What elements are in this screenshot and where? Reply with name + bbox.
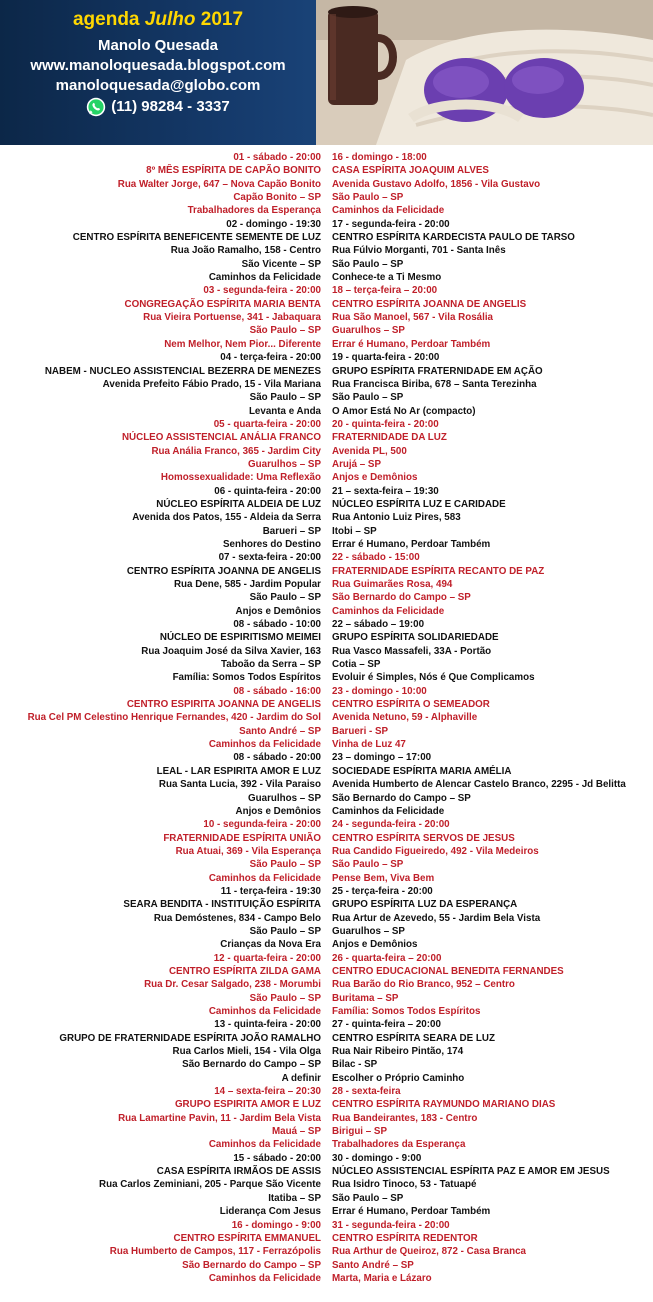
event-row (0, 898, 653, 911)
event-row (0, 551, 653, 564)
right-event-line: São Paulo – SP (332, 859, 404, 871)
left-event-line: 08 - sábado - 20:00 (233, 752, 321, 764)
right-event-line: SOCIEDADE ESPÍRITA MARIA AMÉLIA (332, 765, 512, 777)
left-event-line: 10 - segunda-feira - 20:00 (203, 819, 321, 831)
event-row (0, 952, 653, 965)
event-row (0, 244, 653, 257)
agenda-title (0, 8, 316, 32)
right-event-line: Errar é Humano, Perdoar Também (332, 538, 491, 550)
title-year: 2017 (195, 9, 244, 30)
right-event-line: Birigui – SP (332, 1126, 387, 1138)
email-address[interactable]: manoloquesada@globo.com (55, 77, 261, 94)
event-row (0, 1045, 653, 1058)
left-event-line: 06 - quinta-feira - 20:00 (214, 485, 321, 497)
left-event-line: Rua Lamartine Pavin, 11 - Jardim Bela Vista (118, 1112, 321, 1124)
event-row (0, 498, 653, 511)
right-event-line: CENTRO ESPÍRITA RAYMUNDO MARIANO DIAS (332, 1099, 556, 1111)
right-event-line: FRATERNIDADE ESPÍRITA RECANTO DE PAZ (332, 565, 545, 577)
left-event-line: 03 - segunda-feira - 20:00 (203, 285, 321, 297)
right-event-line: Rua Guimarães Rosa, 494 (332, 579, 453, 590)
event-row (0, 218, 653, 231)
event-row (0, 645, 653, 658)
left-event-line: Caminhos da Felicidade (208, 739, 321, 751)
event-row (0, 711, 653, 724)
left-event-line: Trabalhadores da Esperança (187, 205, 321, 217)
event-row (0, 925, 653, 938)
event-row (0, 1005, 653, 1018)
left-event-line: Liderança Com Jesus (219, 1206, 321, 1218)
right-event-line: FRATERNIDADE DA LUZ (332, 432, 447, 444)
left-event-line: 13 - quinta-feira - 20:00 (214, 1019, 321, 1031)
right-event-line: Rua Nair Ribeiro Pintão, 174 (332, 1046, 464, 1058)
right-event-line: CASA ESPÍRITA JOAQUIM ALVES (332, 165, 489, 177)
right-event-line: Rua Antonio Luiz Pires, 583 (332, 512, 461, 524)
event-row (0, 511, 653, 524)
left-event-line: NÚCLEO DE ESPIRITISMO MEIMEI (159, 632, 321, 644)
right-event-line: Rua Artur de Azevedo, 55 - Jardim Bela Vista (332, 912, 541, 924)
event-row (0, 271, 653, 284)
left-event-line: 12 - quarta-feira - 20:00 (213, 952, 321, 964)
left-event-line: Rua Anália Franco, 365 - Jardim City (151, 445, 321, 457)
right-event-line: Bilac - SP (332, 1059, 378, 1071)
event-row (0, 151, 653, 164)
right-event-line: 24 - segunda-feira - 20:00 (332, 819, 450, 831)
event-row (0, 324, 653, 337)
event-row (0, 418, 653, 431)
event-row (0, 164, 653, 177)
right-event-line: CENTRO ESPÍRITA SEARA DE LUZ (332, 1032, 495, 1044)
event-row (0, 1152, 653, 1165)
left-event-line: Caminhos da Felicidade (208, 1272, 321, 1284)
left-event-line: Crianças da Nova Era (220, 939, 321, 951)
left-event-line: Rua Joaquim José da Silva Xavier, 163 (141, 645, 321, 657)
author-name: Manolo Quesada (97, 37, 219, 54)
event-row (0, 1192, 653, 1205)
right-event-line: NÚCLEO ESPÍRITA LUZ E CARIDADE (332, 498, 506, 510)
left-event-line: São Paulo – SP (249, 592, 321, 604)
left-event-line: Caminhos da Felicidade (208, 872, 321, 884)
right-event-line: 25 - terça-feira - 20:00 (332, 885, 433, 897)
right-event-line: CENTRO EDUCACIONAL BENEDITA FERNANDES (332, 965, 564, 977)
left-event-line: A definir (281, 1072, 321, 1084)
left-event-line: GRUPO DE FRATERNIDADE ESPÍRITA JOÃO RAMALHO (59, 1032, 321, 1044)
left-event-line: Avenida Prefeito Fábio Prado, 15 - Vila Mariana (102, 378, 321, 390)
right-event-line: CENTRO ESPÍRITA O SEMEADOR (332, 699, 490, 711)
left-event-line: CONGREGAÇÃO ESPÍRITA MARIA BENTA (124, 298, 321, 310)
event-row (0, 671, 653, 684)
right-event-line: Pense Bem, Viva Bem (332, 872, 435, 884)
left-event-line: Rua Carlos Mieli, 154 - Vila Olga (172, 1046, 321, 1058)
right-event-line: Arujá – SP (332, 458, 382, 470)
right-event-line: O Amor Está No Ar (compacto) (332, 405, 476, 417)
blog-url[interactable]: www.manoloquesada.blogspot.com (30, 57, 286, 74)
right-event-line: Guarulhos – SP (332, 925, 405, 937)
left-event-line: Anjos e Demônios (235, 605, 321, 617)
right-event-line: São Paulo – SP (332, 192, 404, 204)
event-row (0, 458, 653, 471)
right-event-line: Avenida Humberto de Alencar Castelo Branco, 2295 - Jd Belitta (332, 779, 626, 791)
right-event-line: São Paulo – SP (332, 1192, 404, 1204)
event-row (0, 698, 653, 711)
right-event-line: 19 - quarta-feira - 20:00 (332, 352, 440, 364)
right-event-line: GRUPO ESPÍRITA FRATERNIDADE EM AÇÃO (332, 365, 543, 377)
event-row (0, 845, 653, 858)
right-event-line: Anjos e Demônios (332, 939, 418, 951)
right-event-line: Barueri - SP (332, 725, 389, 737)
event-row (0, 178, 653, 191)
left-event-line: Caminhos da Felicidade (208, 1139, 321, 1151)
left-event-line: Rua Carlos Zeminiani, 205 - Parque São Vicente (99, 1179, 321, 1191)
right-event-line: Rua Vasco Massafeli, 33A - Portão (332, 645, 492, 657)
event-row (0, 284, 653, 297)
left-event-line: GRUPO ESPIRITA AMOR E LUZ (174, 1099, 321, 1111)
phone-line (0, 96, 316, 118)
event-row (0, 391, 653, 404)
event-row (0, 445, 653, 458)
event-row (0, 578, 653, 591)
event-row (0, 1245, 653, 1258)
right-event-line: Avenida Netuno, 59 - Alphaville (332, 712, 478, 724)
event-row (0, 258, 653, 271)
event-row (0, 471, 653, 484)
right-event-line: Rua Bandeirantes, 183 - Centro (332, 1112, 478, 1124)
right-event-line: Avenida PL, 500 (332, 445, 407, 457)
right-event-line: Rua Isidro Tinoco, 53 - Tatuapé (332, 1179, 477, 1191)
event-row (0, 618, 653, 631)
left-event-line: Rua Atuai, 369 - Vila Esperança (175, 845, 321, 857)
right-event-line: Escolher o Próprio Caminho (332, 1072, 465, 1084)
mug-and-purple-socks-photo (316, 0, 653, 145)
event-row (0, 231, 653, 244)
left-event-line: Senhores do Destino (223, 538, 321, 550)
event-row (0, 1138, 653, 1151)
left-event-line: Nem Melhor, Nem Pior... Diferente (164, 338, 321, 350)
event-row (0, 351, 653, 364)
left-event-line: São Paulo – SP (249, 925, 321, 937)
left-event-line: Família: Somos Todos Espíritos (172, 672, 321, 684)
right-event-line: 31 - segunda-feira - 20:00 (332, 1219, 450, 1231)
event-row (0, 1072, 653, 1085)
left-event-line: 02 - domingo - 19:30 (226, 218, 321, 230)
right-event-line: 23 – domingo – 17:00 (332, 752, 432, 764)
right-event-line: Vinha de Luz 47 (332, 739, 406, 751)
title-month: Julho (144, 9, 196, 30)
right-event-line: CENTRO ESPÍRITA JOANNA DE ANGELIS (332, 298, 527, 310)
event-row (0, 1165, 653, 1178)
left-event-line: Rua Vieira Portuense, 341 - Jabaquara (143, 312, 321, 324)
event-schedule (0, 151, 653, 1285)
event-row (0, 1058, 653, 1071)
right-event-line: Guarulhos – SP (332, 325, 405, 337)
left-event-line: Itatiba – SP (268, 1192, 321, 1204)
event-row (0, 685, 653, 698)
event-row (0, 1018, 653, 1031)
event-row (0, 885, 653, 898)
left-event-line: Rua Walter Jorge, 647 – Nova Capão Bonito (117, 178, 321, 190)
right-event-line: 28 - sexta-feira (332, 1086, 401, 1098)
event-row (0, 858, 653, 871)
right-event-line: 22 - sábado - 15:00 (332, 552, 420, 564)
left-event-line: FRATERNIDADE ESPÍRITA UNIÃO (163, 832, 321, 844)
left-event-line: 01 - sábado - 20:00 (233, 152, 321, 163)
right-event-line: São Bernardo do Campo – SP (332, 792, 471, 804)
whatsapp-icon (86, 97, 106, 117)
left-event-line: São Paulo – SP (249, 992, 321, 1004)
right-event-line: 23 - domingo - 10:00 (332, 685, 427, 697)
right-event-line: Rua São Manoel, 567 - Vila Rosália (332, 312, 493, 324)
event-row (0, 565, 653, 578)
right-event-line: Caminhos da Felicidade (332, 805, 445, 817)
left-event-line: 08 - sábado - 10:00 (233, 619, 321, 631)
event-row (0, 378, 653, 391)
left-event-line: São Paulo – SP (249, 859, 321, 871)
left-event-line: 05 - quarta-feira - 20:00 (213, 418, 321, 430)
left-event-line: 07 - sexta-feira - 20:00 (218, 552, 321, 564)
left-event-line: Barueri – SP (262, 525, 321, 537)
right-event-line: Conhece-te a Ti Mesmo (332, 272, 442, 284)
left-event-line: Levanta e Anda (248, 405, 321, 417)
right-event-line: São Paulo – SP (332, 392, 404, 404)
event-row (0, 485, 653, 498)
right-event-line: Rua Fúlvio Morganti, 701 - Santa Inês (332, 245, 506, 257)
left-event-line: 14 – sexta-feira – 20:30 (214, 1086, 321, 1098)
left-event-line: 16 - domingo - 9:00 (231, 1219, 321, 1231)
right-event-line: Evoluir é Simples, Nós é Que Complicamos (332, 672, 535, 684)
right-event-line: Rua Arthur de Queiroz, 872 - Casa Branca (332, 1246, 527, 1258)
right-event-line: CENTRO ESPÍRITA KARDECISTA PAULO DE TARSO (332, 232, 575, 244)
event-row (0, 765, 653, 778)
left-event-line: NÚCLEO ASSISTENCIAL ANÁLIA FRANCO (121, 432, 321, 444)
event-row (0, 538, 653, 551)
event-row (0, 338, 653, 351)
event-row (0, 605, 653, 618)
event-row (0, 978, 653, 991)
event-row (0, 1259, 653, 1272)
right-event-line: 18 – terça-feira – 20:00 (332, 285, 438, 297)
right-event-line: Buritama – SP (332, 992, 399, 1004)
left-event-line: CENTRO ESPIRITA JOANNA DE ANGELIS (126, 699, 321, 711)
left-event-line: NABEM - NUCLEO ASSISTENCIAL BEZERRA DE MENEZES (44, 365, 321, 377)
left-event-line: São Bernardo do Campo – SP (182, 1059, 321, 1071)
left-event-line: SEARA BENDITA - INSTITUIÇÃO ESPÍRITA (123, 899, 321, 911)
right-event-line: 27 - quinta-feira – 20:00 (332, 1019, 441, 1031)
right-event-line: 20 - quinta-feira - 20:00 (332, 418, 439, 430)
right-event-line: Caminhos da Felicidade (332, 605, 445, 617)
event-row (0, 805, 653, 818)
title-prefix: agenda (72, 9, 145, 30)
right-event-line: São Bernardo do Campo – SP (332, 592, 471, 604)
header-banner (0, 0, 653, 145)
right-event-line: 30 - domingo - 9:00 (332, 1152, 422, 1164)
right-event-line: Itobi – SP (332, 525, 377, 537)
event-row (0, 191, 653, 204)
left-event-line: CENTRO ESPÍRITA ZILDA GAMA (168, 965, 321, 977)
right-event-line: CENTRO ESPÍRITA SERVOS DE JESUS (332, 832, 515, 844)
left-event-line: CENTRO ESPÍRITA JOANNA DE ANGELIS (126, 565, 321, 577)
right-event-line: Santo André – SP (332, 1259, 414, 1271)
right-event-line: Caminhos da Felicidade (332, 205, 445, 217)
right-event-line: 21 – sexta-feira – 19:30 (332, 485, 439, 497)
event-row (0, 591, 653, 604)
event-row (0, 1205, 653, 1218)
right-event-line: Rua Francisca Biriba, 678 – Santa Terezinha (332, 378, 537, 390)
left-event-line: Caminhos da Felicidade (208, 1006, 321, 1017)
left-event-line: Rua Demóstenes, 834 - Campo Belo (153, 912, 321, 924)
event-row (0, 778, 653, 791)
event-row (0, 1112, 653, 1125)
right-event-line: 16 - domingo - 18:00 (332, 152, 427, 163)
left-event-line: 8º MÊS ESPÍRITA DE CAPÃO BONITO (146, 165, 321, 177)
right-event-line: 26 - quarta-feira – 20:00 (332, 952, 442, 964)
event-row (0, 1219, 653, 1232)
left-event-line: Guarulhos – SP (248, 792, 321, 804)
event-row (0, 431, 653, 444)
left-event-line: São Vicente – SP (241, 258, 321, 270)
right-event-line: Marta, Maria e Lázaro (332, 1272, 432, 1284)
event-row (0, 818, 653, 831)
left-event-line: LEAL - LAR ESPIRITA AMOR E LUZ (156, 765, 321, 777)
right-event-line: Trabalhadores da Esperança (332, 1139, 466, 1151)
left-event-line: Rua Humberto de Campos, 117 - Ferrazópolis (109, 1246, 321, 1258)
event-row (0, 938, 653, 951)
event-row (0, 1125, 653, 1138)
left-event-line: Guarulhos – SP (248, 458, 321, 470)
left-event-line: Capão Bonito – SP (233, 192, 321, 204)
left-event-line: 08 - sábado - 16:00 (233, 685, 321, 697)
event-row (0, 1085, 653, 1098)
event-row (0, 631, 653, 644)
event-row (0, 1032, 653, 1045)
left-event-line: Rua Cel PM Celestino Henrique Fernandes, 420 - Jardim do Sol (27, 712, 321, 724)
right-event-line: Avenida Gustavo Adolfo, 1856 - Vila Gustavo (332, 178, 541, 190)
event-row (0, 792, 653, 805)
left-event-line: São Paulo – SP (249, 392, 321, 404)
left-event-line: 15 - sábado - 20:00 (233, 1152, 321, 1164)
event-row (0, 204, 653, 217)
right-event-line: Rua Candido Figueiredo, 492 - Vila Medeiros (332, 845, 539, 857)
left-event-line: Rua Santa Lucia, 392 - Vila Paraiso (158, 779, 321, 791)
left-event-line: Rua Dr. Cesar Salgado, 238 - Morumbi (144, 979, 321, 991)
event-row (0, 725, 653, 738)
left-event-line: Taboão da Serra – SP (220, 659, 321, 671)
left-event-line: 04 - terça-feira - 20:00 (220, 352, 321, 364)
event-row (0, 365, 653, 378)
left-event-line: 11 - terça-feira - 19:30 (220, 885, 321, 897)
left-event-line: Santo André – SP (239, 725, 321, 737)
right-event-line: GRUPO ESPÍRITA SOLIDARIEDADE (332, 632, 499, 644)
right-event-line: Anjos e Demônios (332, 472, 418, 484)
event-row (0, 1098, 653, 1111)
event-row (0, 311, 653, 324)
right-event-line: GRUPO ESPÍRITA LUZ DA ESPERANÇA (332, 899, 518, 911)
event-row (0, 525, 653, 538)
right-event-line: Cotia – SP (332, 659, 381, 671)
event-row (0, 992, 653, 1005)
left-event-line: São Bernardo do Campo – SP (182, 1259, 321, 1271)
right-event-line: CENTRO ESPÍRITA REDENTOR (332, 1232, 478, 1244)
left-event-line: Rua João Ramalho, 158 - Centro (170, 245, 321, 257)
event-row (0, 405, 653, 418)
event-row (0, 1272, 653, 1285)
event-row (0, 298, 653, 311)
right-event-line: 17 - segunda-feira - 20:00 (332, 218, 450, 230)
left-event-line: São Paulo – SP (249, 325, 321, 337)
left-event-line: NÚCLEO ESPÍRITA ALDEIA DE LUZ (156, 498, 321, 510)
phone-number[interactable]: (11) 98284 - 3337 (111, 98, 230, 115)
right-event-line: NÚCLEO ASSISTENCIAL ESPÍRITA PAZ E AMOR EM JESUS (332, 1166, 610, 1178)
right-event-line: São Paulo – SP (332, 258, 404, 270)
event-row (0, 832, 653, 845)
right-event-line: Errar é Humano, Perdoar Também (332, 338, 491, 350)
header-text-block (0, 8, 316, 118)
left-event-line: Homossexualidade: Uma Reflexão (160, 472, 321, 484)
event-row (0, 1178, 653, 1191)
right-event-line: Errar é Humano, Perdoar Também (332, 1206, 491, 1218)
event-row (0, 872, 653, 885)
right-event-line: 22 – sábado – 19:00 (332, 619, 425, 631)
left-event-line: Rua Dene, 585 - Jardim Popular (173, 579, 321, 590)
left-event-line: CENTRO ESPÍRITA BENEFICENTE SEMENTE DE LUZ (72, 232, 321, 244)
left-event-line: CENTRO ESPÍRITA EMMANUEL (173, 1232, 321, 1244)
right-event-line: Rua Barão do Rio Branco, 952 – Centro (332, 979, 515, 991)
event-row (0, 965, 653, 978)
left-event-line: Mauá – SP (271, 1126, 321, 1138)
left-event-line: CASA ESPÍRITA IRMÃOS DE ASSIS (156, 1166, 321, 1178)
event-row (0, 912, 653, 925)
right-event-line: Família: Somos Todos Espíritos (332, 1006, 481, 1017)
event-row (0, 1232, 653, 1245)
event-row (0, 738, 653, 751)
left-event-line: Caminhos da Felicidade (208, 272, 321, 284)
event-row (0, 658, 653, 671)
left-event-line: Avenida dos Patos, 155 - Aldeia da Serra (132, 512, 321, 524)
left-event-line: Anjos e Demônios (235, 805, 321, 817)
event-row (0, 751, 653, 764)
